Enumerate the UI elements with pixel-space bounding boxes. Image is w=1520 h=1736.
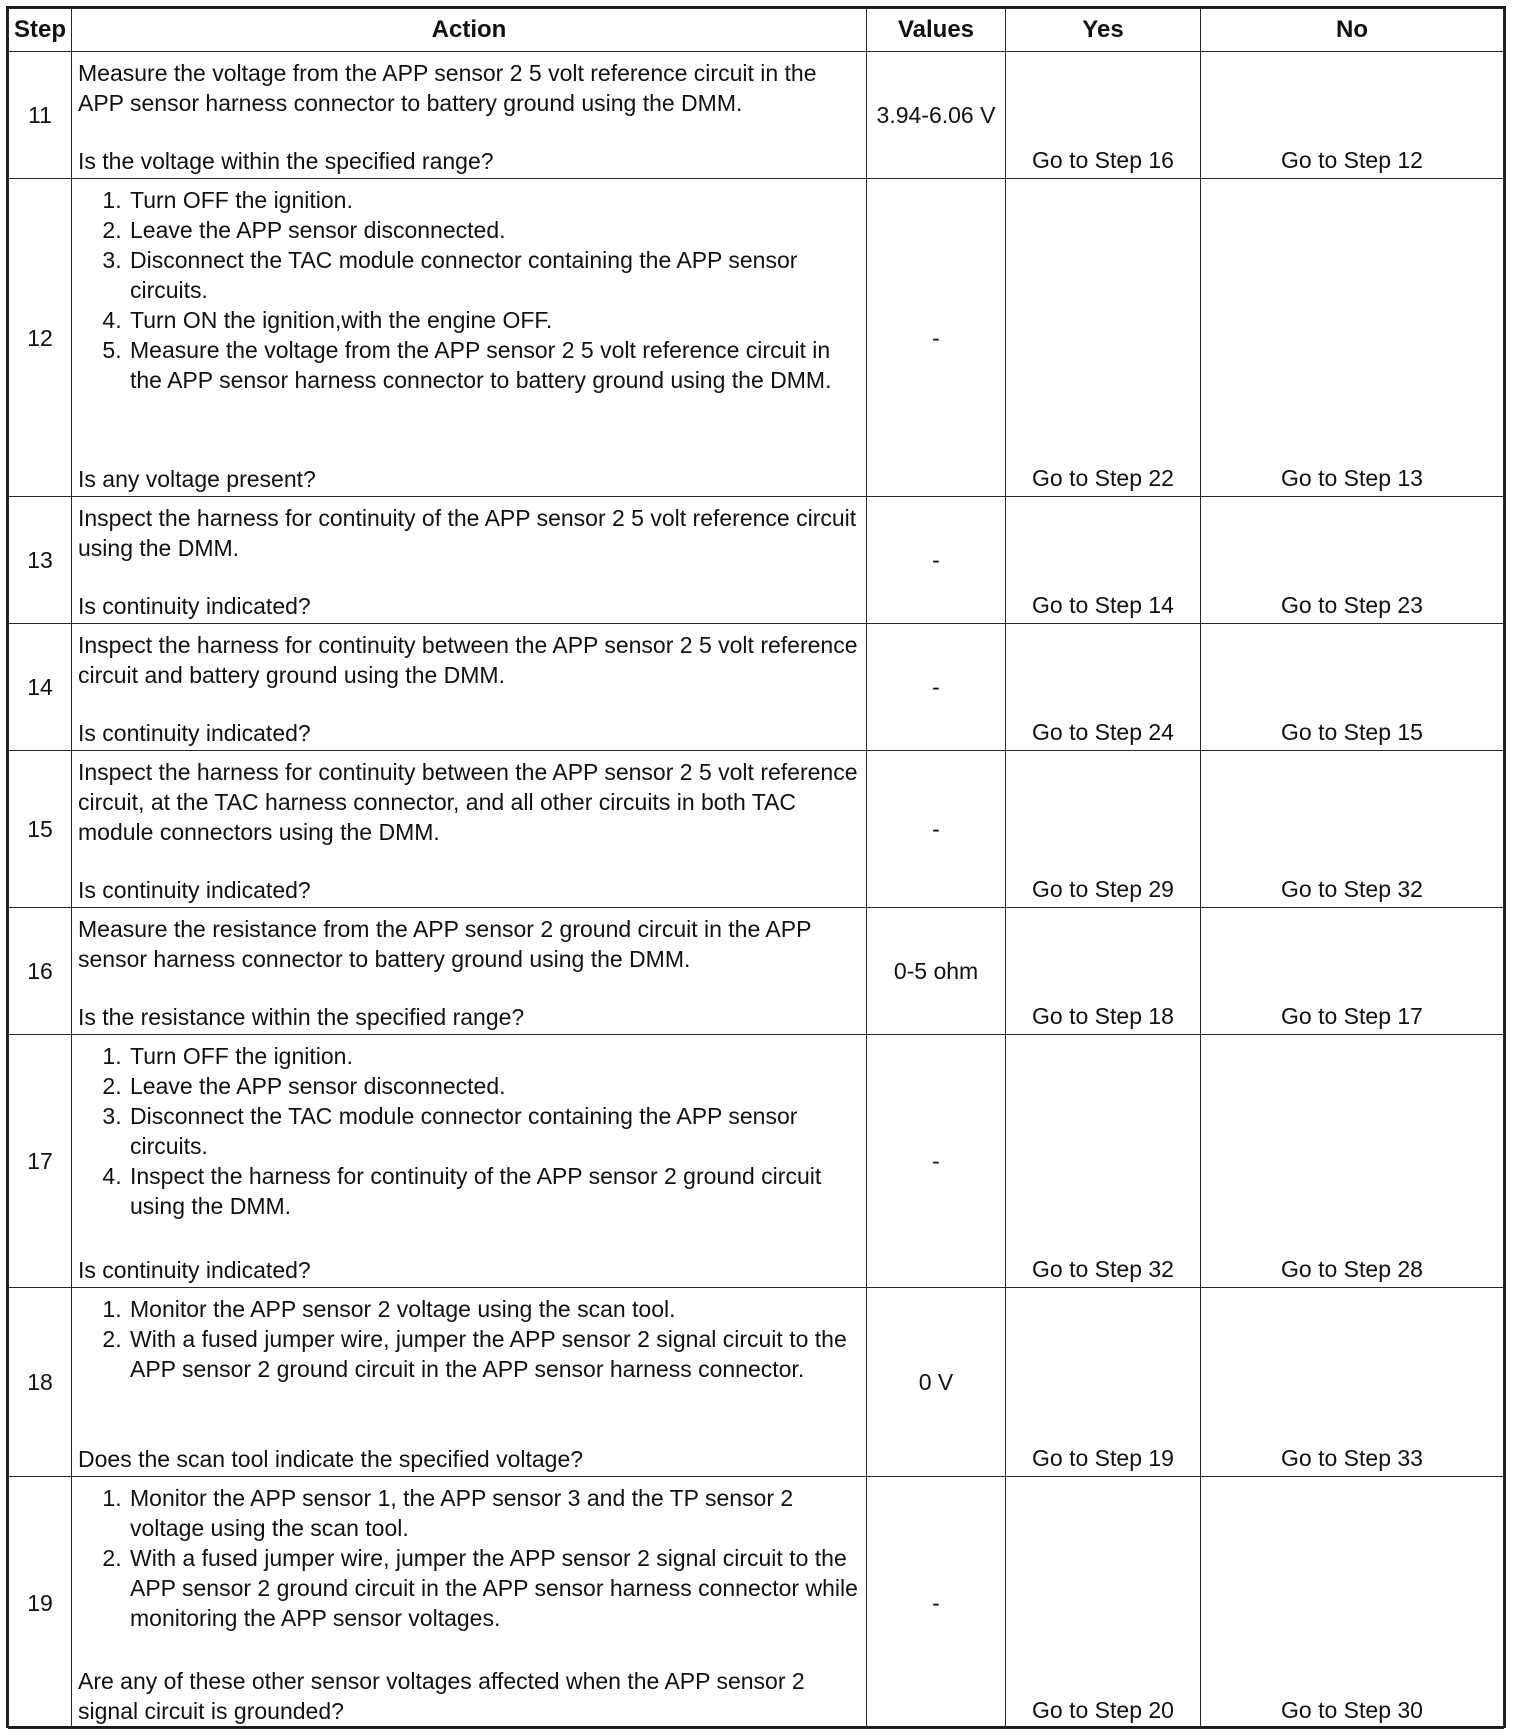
action-steps-list	[78, 1483, 860, 1633]
no-next-step: Go to Step 30	[1201, 1477, 1504, 1729]
action-question: Is continuity indicated?	[78, 877, 311, 903]
action-instruction: Inspect the harness for continuity between the APP sensor 2 5 volt reference circuit, at the TAC harness connector, and all other circuits in both TAC module connectors using the DMM.	[78, 759, 858, 845]
step-number: 14	[9, 624, 72, 751]
action-instruction: Inspect the harness for continuity between the APP sensor 2 5 volt reference circuit and battery ground using the DMM.	[78, 632, 858, 688]
no-next-step: Go to Step 15	[1201, 624, 1504, 751]
value-cell: -	[867, 1035, 1006, 1288]
list-item: 4. Turn ON the ignition,with the engine OFF.	[128, 305, 860, 335]
value-cell: -	[867, 1477, 1006, 1729]
list-item: 3. Disconnect the TAC module connector containing the APP sensor circuits.	[128, 1101, 860, 1161]
action-steps-list	[78, 1041, 860, 1221]
yes-next-step: Go to Step 19	[1006, 1288, 1201, 1477]
yes-next-step: Go to Step 20	[1006, 1477, 1201, 1729]
no-next-step: Go to Step 33	[1201, 1288, 1504, 1477]
action-cell	[72, 1288, 867, 1477]
no-next-step: Go to Step 23	[1201, 497, 1504, 624]
table-row	[9, 908, 1504, 1035]
table-row	[9, 751, 1504, 908]
yes-next-step: Go to Step 18	[1006, 908, 1201, 1035]
header-step: Step	[9, 9, 72, 52]
list-item: 3. Disconnect the TAC module connector containing the APP sensor circuits.	[128, 245, 860, 305]
value-cell: -	[867, 751, 1006, 908]
value-cell: -	[867, 497, 1006, 624]
table-row	[9, 497, 1504, 624]
no-next-step: Go to Step 28	[1201, 1035, 1504, 1288]
yes-next-step: Go to Step 14	[1006, 497, 1201, 624]
header-row	[9, 9, 1504, 52]
list-item: 1. Monitor the APP sensor 1, the APP sensor 3 and the TP sensor 2 voltage using the scan tool.	[128, 1483, 860, 1543]
yes-next-step: Go to Step 32	[1006, 1035, 1201, 1288]
header-yes: Yes	[1006, 9, 1201, 52]
list-item: 4. Inspect the harness for continuity of the APP sensor 2 ground circuit using the DMM.	[128, 1161, 860, 1221]
value-cell: -	[867, 179, 1006, 497]
action-question: Is continuity indicated?	[78, 720, 311, 746]
action-question: Is the resistance within the specified range?	[78, 1004, 525, 1030]
list-item: 1. Turn OFF the ignition.	[128, 1041, 860, 1071]
table-row	[9, 52, 1504, 179]
no-next-step: Go to Step 13	[1201, 179, 1504, 497]
yes-next-step: Go to Step 22	[1006, 179, 1201, 497]
step-number: 19	[9, 1477, 72, 1729]
action-cell	[72, 52, 867, 179]
value-cell: 0-5 ohm	[867, 908, 1006, 1035]
list-item: 2. With a fused jumper wire, jumper the APP sensor 2 signal circuit to the APP sensor 2 ground circuit in the APP sensor harness connector while monitoring the APP sensor voltages.	[128, 1543, 860, 1633]
value-cell: 0 V	[867, 1288, 1006, 1477]
action-question: Is the voltage within the specified range?	[78, 148, 494, 174]
list-item: 2. Leave the APP sensor disconnected.	[128, 215, 860, 245]
value-cell: 3.94-6.06 V	[867, 52, 1006, 179]
list-item: 1. Monitor the APP sensor 2 voltage using the scan tool.	[128, 1294, 860, 1324]
step-number: 11	[9, 52, 72, 179]
list-item: 2. With a fused jumper wire, jumper the APP sensor 2 signal circuit to the APP sensor 2 ground circuit in the APP sensor harness connector.	[128, 1324, 860, 1384]
action-cell	[72, 624, 867, 751]
table-row	[9, 179, 1504, 497]
action-instruction: Measure the voltage from the APP sensor 2 5 volt reference circuit in the APP sensor harness connector to battery ground using the DMM.	[78, 60, 817, 116]
action-steps-list	[78, 1294, 860, 1384]
action-cell	[72, 1477, 867, 1729]
action-cell	[72, 497, 867, 624]
diagnostic-table-document	[6, 6, 1506, 1728]
header-action: Action	[72, 9, 867, 52]
step-number: 13	[9, 497, 72, 624]
step-number: 16	[9, 908, 72, 1035]
action-question: Are any of these other sensor voltages affected when the APP sensor 2 signal circuit is grounded?	[78, 1668, 805, 1724]
action-question: Is any voltage present?	[78, 466, 316, 492]
step-number: 15	[9, 751, 72, 908]
action-cell	[72, 179, 867, 497]
yes-next-step: Go to Step 16	[1006, 52, 1201, 179]
step-number: 17	[9, 1035, 72, 1288]
action-instruction: Inspect the harness for continuity of the APP sensor 2 5 volt reference circuit using the DMM.	[78, 505, 857, 561]
table-row	[9, 624, 1504, 751]
action-cell	[72, 751, 867, 908]
no-next-step: Go to Step 12	[1201, 52, 1504, 179]
yes-next-step: Go to Step 24	[1006, 624, 1201, 751]
header-no: No	[1201, 9, 1504, 52]
step-number: 18	[9, 1288, 72, 1477]
action-question: Does the scan tool indicate the specified voltage?	[78, 1446, 584, 1472]
table-row	[9, 1035, 1504, 1288]
header-values: Values	[867, 9, 1006, 52]
table-row	[9, 1477, 1504, 1729]
table-row	[9, 1288, 1504, 1477]
action-cell	[72, 908, 867, 1035]
action-question: Is continuity indicated?	[78, 593, 311, 619]
action-question: Is continuity indicated?	[78, 1257, 311, 1283]
diagnostic-table	[8, 8, 1504, 1729]
yes-next-step: Go to Step 29	[1006, 751, 1201, 908]
step-number: 12	[9, 179, 72, 497]
action-steps-list	[78, 185, 860, 395]
action-instruction: Measure the resistance from the APP sensor 2 ground circuit in the APP sensor harness connector to battery ground using the DMM.	[78, 916, 811, 972]
no-next-step: Go to Step 17	[1201, 908, 1504, 1035]
list-item: 1. Turn OFF the ignition.	[128, 185, 860, 215]
list-item: 5. Measure the voltage from the APP sensor 2 5 volt reference circuit in the APP sensor harness connector to battery ground using the DMM.	[128, 335, 860, 395]
value-cell: -	[867, 624, 1006, 751]
action-cell	[72, 1035, 867, 1288]
no-next-step: Go to Step 32	[1201, 751, 1504, 908]
list-item: 2. Leave the APP sensor disconnected.	[128, 1071, 860, 1101]
